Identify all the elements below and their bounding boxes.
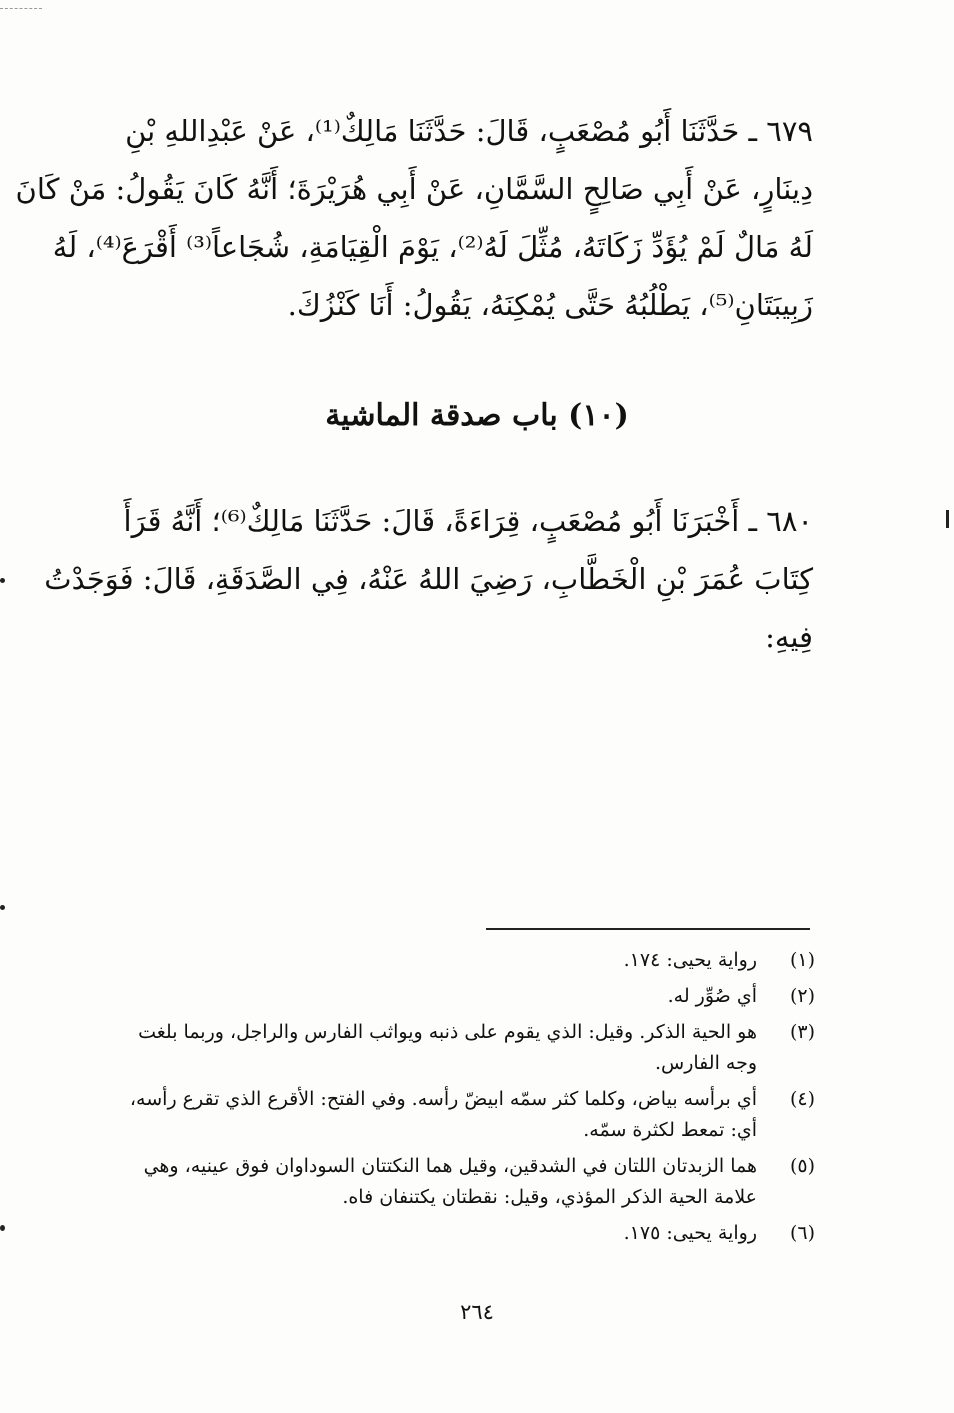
footnote-number: (٣) [789, 1021, 815, 1043]
footnote [110, 945, 815, 976]
footnotes [110, 945, 815, 1254]
hadith-line: كِتَابَ عُمَرَ بْنِ الْخَطَّابِ، رَضِيَ اللهُ عَنْهُ، فِي الصَّدَقَةِ، قَالَ: فَوَجَدْتُ [44, 562, 813, 596]
margin-mark-left [0, 905, 5, 910]
chapter-title: (١٠) باب صدقة الماشية [325, 398, 629, 433]
margin-mark-left [0, 1225, 5, 1231]
margin-mark-right [946, 510, 949, 528]
footnote-text: رواية يحيى: ١٧٥. [623, 1222, 757, 1244]
footnote-text: رواية يحيى: ١٧٤. [623, 949, 757, 971]
footnote-number: (٦) [789, 1222, 815, 1244]
footnote-text: هما الزبدتان اللتان في الشدقين، وقيل هما النكتتان السوداوان فوق عينيه، وهي [143, 1155, 757, 1177]
page-number: ٢٦٤ [460, 1300, 494, 1324]
footnote [110, 981, 815, 1012]
footnote-text: علامة الحية الذكر المؤذي، وقيل: نقطتان يكتنفان فاه. [342, 1186, 757, 1208]
hadith-line: ٦٨٠ ـ أَخْبَرَنَا أَبُو مُصْعَبٍ، قِرَاءَةً، قَالَ: حَدَّثَنَا مَالِكٌ⁽⁶⁾؛ أَنَّهُ قَرَأَ [123, 504, 813, 538]
footnote-separator [486, 928, 810, 930]
scan-corner-mark [0, 8, 42, 9]
margin-mark-left [0, 578, 5, 583]
footnote-number: (١) [789, 949, 815, 971]
footnote [110, 1084, 815, 1146]
hadith-line: لَهُ مَالٌ لَمْ يُؤَدِّ زَكَاتَهُ، مُثِّلَ لَهُ⁽²⁾، يَوْمَ الْقِيَامَةِ، شُجَاعاً⁽³⁾ أَقْرَعَ⁽⁴⁾، لَهُ [52, 230, 813, 264]
hadith-line: دِينَارٍ، عَنْ أَبِي صَالِحٍ السَّمَّانِ، عَنْ أَبِي هُرَيْرَةَ؛ أَنَّهُ كَانَ يَقُولُ: مَنْ كَانَ [15, 172, 813, 206]
footnote-text: أي: تمعط لكثرة سمّه. [583, 1119, 757, 1141]
footnote-number: (٥) [789, 1155, 815, 1177]
hadith-679 [15, 102, 813, 334]
footnote [110, 1151, 815, 1213]
footnote-number: (٢) [789, 985, 815, 1007]
footnote-text: أي برأسه بياض، وكلما كثر سمّه ابيضّ رأسه. وفي الفتح: الأقرع الذي تقرع رأسه، [129, 1088, 757, 1110]
footnote-text: أي صُوِّر له. [667, 985, 757, 1007]
footnote-text: وجه الفارس. [654, 1052, 757, 1074]
hadith-680 [44, 492, 813, 666]
footnote-number: (٤) [789, 1088, 815, 1110]
hadith-line: فِيهِ: [765, 620, 813, 654]
hadith-line: ٦٧٩ ـ حَدَّثَنَا أَبُو مُصْعَبٍ، قَالَ: حَدَّثَنَا مَالِكٌ⁽¹⁾، عَنْ عَبْدِاللهِ بْنِ [125, 114, 813, 148]
footnote-text: هو الحية الذكر. وقيل: الذي يقوم على ذنبه ويواثب الفارس والراجل، وربما بلغت [138, 1021, 757, 1043]
footnote [110, 1218, 815, 1249]
hadith-line: زَبِيبَتَانِ⁽⁵⁾، يَطْلُبُهُ حَتَّى يُمْكِنَهُ، يَقُولُ: أَنَا كَنْزُكَ. [287, 288, 813, 322]
footnote [110, 1017, 815, 1079]
